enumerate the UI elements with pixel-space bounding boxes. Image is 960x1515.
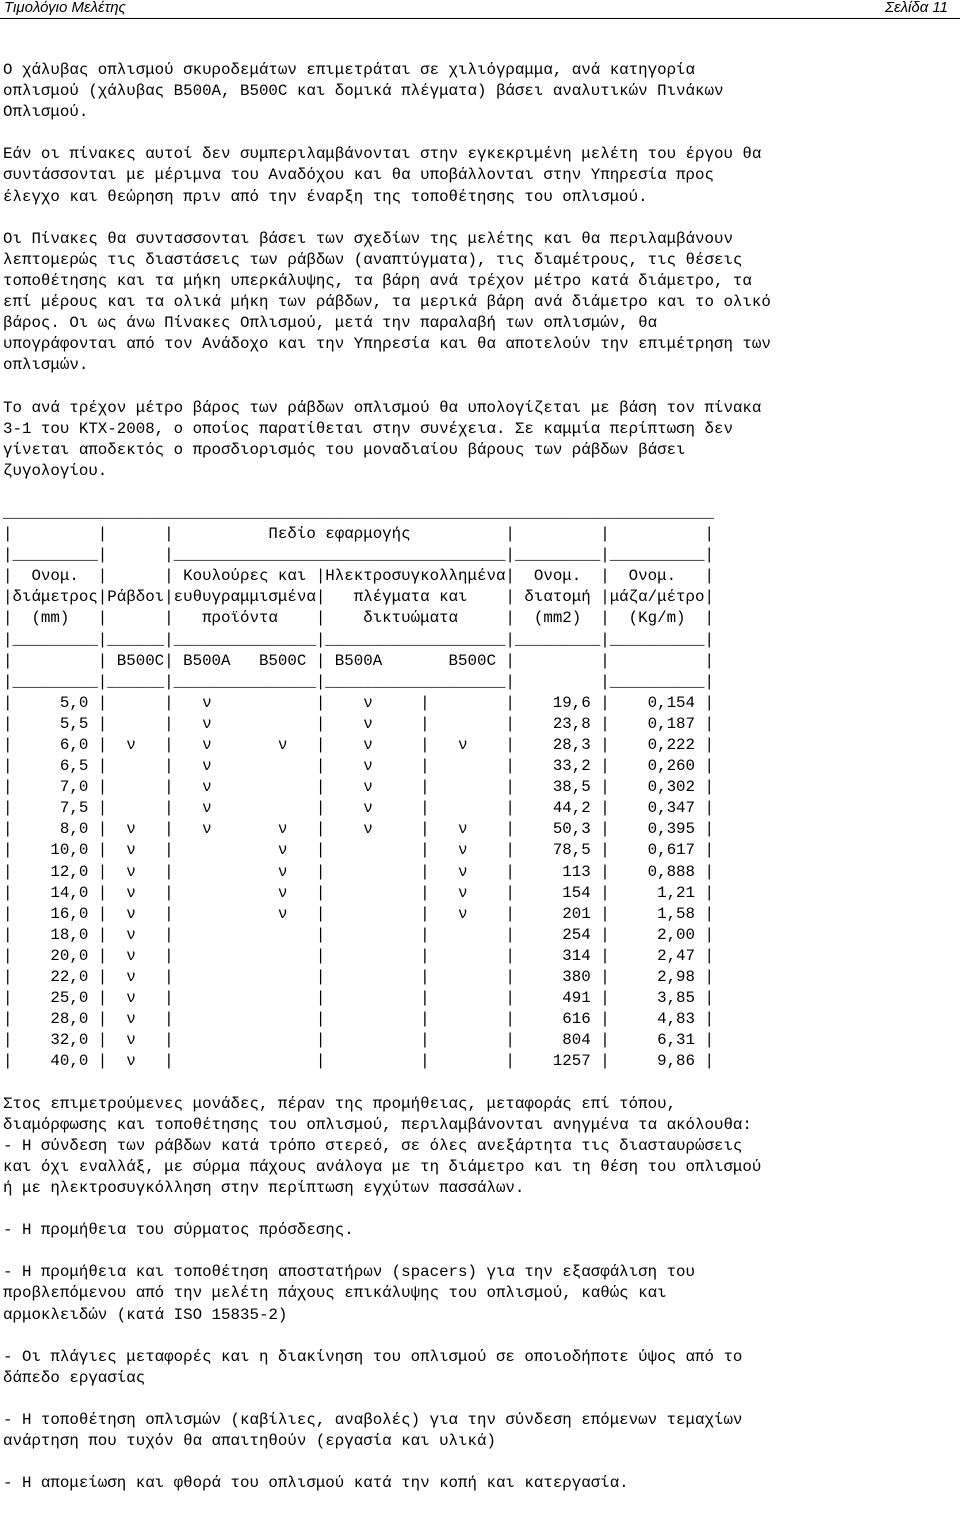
table-row: | 18,0 | ν | | | | 254 | 2,00 | [3, 925, 714, 944]
page-header [0, 0, 960, 21]
table-row: | 12,0 | ν | ν | | ν | 113 | 0,888 | [3, 862, 714, 881]
table-row: | 40,0 | ν | | | | 1257 | 9,86 | [3, 1052, 714, 1071]
table-row: | 16,0 | ν | ν | | ν | 201 | 1,58 | [3, 904, 714, 923]
table-row: | 22,0 | ν | | | | 380 | 2,98 | [3, 968, 714, 987]
bullet-tying-wire: - Η προμήθεια του σύρματος πρόσδεσης. [3, 1221, 354, 1240]
document-body [3, 60, 958, 1515]
table-row: | 8,0 | ν | ν ν | ν | ν | 50,3 | 0,395 | [3, 820, 714, 839]
paragraph-table-contents: Οι Πίνακες θα συντασσονται βάσει των σχεδίων της μελέτης και θα περιλαμβάνουν λεπτομερώς τις διαστάσεις των ράβδων (αναπτύγματα), τις διαμέτρους, τις θέσεις τοποθέτησης και τα μήκη υπερκάλυψης, τα βάρη ανά τρέχον μέτρο κατά διάμετρο, τα επί μέρους και τα ολικά μήκη των ράβδων, τα μερικά βάρη ανά διάμετρο και το ολικό βάρος. Οι ως άνω Πίνακες Οπλισμού, μετά την παραλαβή των οπλισμών, θα υπογράφονται από τον Ανάδοχο και την Υπηρεσία και θα αποτελούν την επιμέτρηση των οπλισμών. [3, 229, 771, 375]
table-rule: |_________|______|_______________|___________________|_________|__________| [3, 630, 714, 649]
bullet-spacers: - Η προμήθεια και τοποθέτηση αποστατήρων (spacers) για την εξασφάλιση του προβλεπόμενου από την μελέτη πάχους επικάλυψης του οπλισμού, καθώς και αρμοκλειδών (κατά ISO 15835-2) [3, 1263, 696, 1324]
table-row: | 14,0 | ν | ν | | ν | 154 | 1,21 | [3, 883, 714, 902]
bullet-transport: - Οι πλάγιες μεταφορές και η διακίνηση του οπλισμού σε οποιοδήποτε ύψος από το δάπεδο εργασίας [3, 1347, 743, 1387]
table-title-row: | | | Πεδίο εφαρμογής | | | [3, 525, 714, 544]
table-top-rule: ___________________________________________________________________________ [3, 503, 714, 522]
table-row: | 7,5 | | ν | ν | | 44,2 | 0,347 | [3, 799, 714, 818]
table-header-row: | Ονομ. | | Κουλούρες και |Ηλεκτροσυγκολλημένα| Ονομ. | Ονομ. | [3, 567, 714, 586]
table-header-row: | (mm) | | προϊόντα | δικτυώματα | (mm2) | (Kg/m) | [3, 609, 714, 628]
table-header-row: |διάμετρος|Ράβδοι|ευθυγραμμισμένα| πλέγματα και | διατομή |μάζα/μέτρο| [3, 588, 714, 607]
paragraph-contractor-tables: Εάν οι πίνακες αυτοί δεν συμπεριλαμβάνονται στην εγκεκριμένη μελέτη του έργου θα συντάσσονται με μέριμνα του Αναδόχου και θα υποβάλλονται στην Υπηρεσία προς έλεγχο και θεώρηση πριν από την έναρξη της τοποθέτησης του οπλισμού. [3, 145, 762, 206]
paragraph-weight-calculation: Το ανά τρέχον μέτρο βάρος των ράβδων οπλισμού θα υπολογίζεται με βάση τον πίνακα 3-1 του ΚΤΧ-2008, ο οποίος παρατίθεται στην συνέχεια. Σε καμμία περίπτωση δεν γίνεται αποδεκτός ο προσδιορισμός του μοναδιαίου βάρους των ράβδων βάσει ζυγολογίου. [3, 398, 762, 480]
table-row: | 28,0 | ν | | | | 616 | 4,83 | [3, 1010, 714, 1029]
table-row: | 5,5 | | ν | ν | | 23,8 | 0,187 | [3, 714, 714, 733]
bullet-anchorage-bars: - Η τοποθέτηση οπλισμών (καβίλιες, αναβολές) για την σύνδεση επόμενων τεμαχίων ανάρτηση που τυχόν θα απαιτηθούν (εργασία και υλικά) [3, 1411, 743, 1451]
table-row: | 10,0 | ν | ν | | ν | 78,5 | 0,617 | [3, 841, 714, 860]
table-row: | 6,0 | ν | ν ν | ν | ν | 28,3 | 0,222 | [3, 736, 714, 754]
document-title: Τιμολόγιο Μελέτης [4, 0, 126, 16]
table-row: | 32,0 | ν | | | | 804 | 6,31 | [3, 1031, 714, 1050]
table-row: | 25,0 | ν | | | | 491 | 3,85 | [3, 989, 714, 1008]
table-spacer [3, 1073, 958, 1094]
table-row: | 6,5 | | ν | ν | | 33,2 | 0,260 | [3, 757, 714, 776]
table-row: | 7,0 | | ν | ν | | 38,5 | 0,302 | [3, 778, 714, 797]
page-number: Σελίδα 11 [885, 0, 948, 16]
header-rule [0, 18, 960, 19]
bullet-waste: - Η απομείωση και φθορά του οπλισμού κατά την κοπή και κατεργασία. [3, 1474, 629, 1493]
table-grades-row: | | B500C| B500A B500C | B500A B500C | | | [3, 651, 714, 670]
table-row: | 20,0 | ν | | | | 314 | 2,47 | [3, 946, 714, 965]
paragraph-included-items: Στος επιμετρούμενες μονάδες, πέραν της προμήθειας, μεταφοράς επί τόπου, διαμόρφωσης και τοποθέτησης του οπλισμού, περιλαμβάνονται ανηγμένα τα ακόλουθα: - Η σύνδεση των ράβδων κατά τρόπο στερεό, σε όλες ανεξάρτητα τις διασταυρώσεις και όχι εναλλάξ, με σύρμα πάχους ανάλογα με τη διάμετρο και τη θέση του οπλισμού ή με ηλεκτροσυγκόλληση στην περίπτωση εγχύτων πασσάλων. [3, 1094, 762, 1197]
table-rule: |_________| |___________________________________|_________|__________| [3, 546, 714, 565]
table-row: | 5,0 | | ν | ν | | 19,6 | 0,154 | [3, 693, 714, 712]
paragraph-measurement: Ο χάλυβας οπλισμού σκυροδεμάτων επιμετράται σε χιλιόγραμμα, ανά κατηγορία οπλισμού (χάλυβας Β500Α, Β500C και δομικά πλέγματα) βάσει αναλυτικών Πινάκων Οπλισμού. [3, 61, 724, 122]
table-rule: |_________|______|_______________|___________________| |__________| [3, 672, 714, 691]
reinforcement-table [3, 503, 958, 1073]
